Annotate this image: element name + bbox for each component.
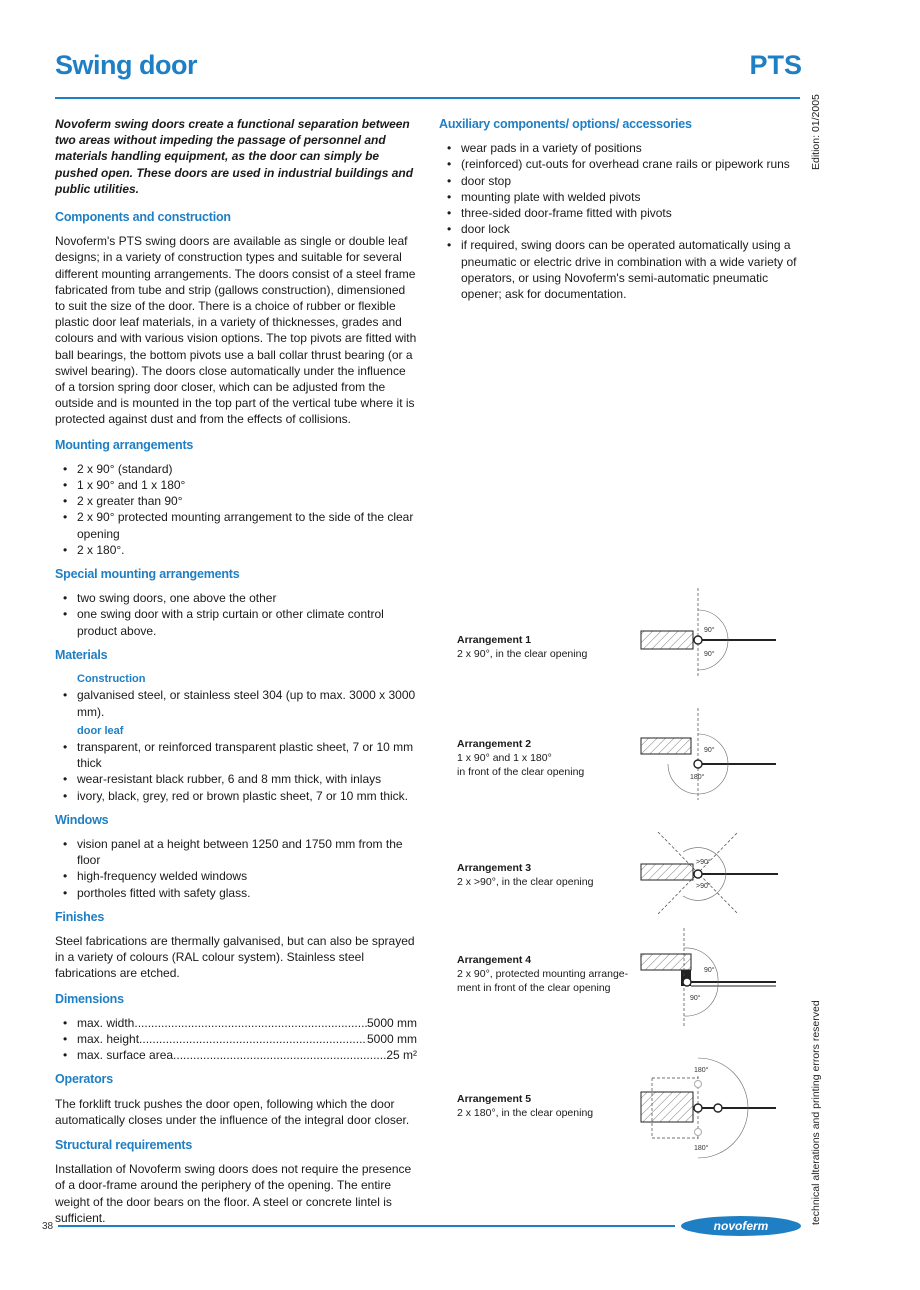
- arrangement-4-label: Arrangement 4 2 x 90°, protected mounting arrange- ment in front of the clear opening: [457, 954, 629, 994]
- list-item: • 1 x 90° and 1 x 180°: [55, 477, 417, 493]
- footer-rule: [58, 1225, 675, 1227]
- arrangement-3-label: Arrangement 3 2 x >90°, in the clear opening: [457, 862, 594, 888]
- list-item: • door stop: [439, 173, 801, 189]
- arrangement-3-diagram: [628, 832, 788, 914]
- angle-label: 90°: [704, 747, 715, 754]
- structural-heading: Structural requirements: [55, 1137, 193, 1152]
- auxiliary-heading: Auxiliary components/ options/ accessories: [439, 117, 692, 131]
- list-item: • wear pads in a variety of positions: [439, 140, 801, 156]
- list-item: • ivory, black, grey, red or brown plastic sheet, 7 or 10 mm thick.: [55, 788, 417, 804]
- special-list: [55, 590, 417, 639]
- list-item: • high-frequency welded windows: [55, 868, 417, 884]
- angle-label: 90°: [690, 995, 701, 1002]
- novoferm-logo: novoferm: [680, 1215, 802, 1237]
- list-item: • two swing doors, one above the other: [55, 590, 417, 606]
- angle-label: 180°: [694, 1145, 709, 1152]
- arrangement-5-label: Arrangement 5 2 x 180°, in the clear opening: [457, 1093, 594, 1119]
- list-item: • portholes fitted with safety glass.: [55, 885, 417, 901]
- list-item: • transparent, or reinforced transparent plastic sheet, 7 or 10 mm thick: [55, 739, 417, 771]
- angle-label: >90°: [696, 883, 711, 890]
- operators-text: The forklift truck pushes the door open, following which the door automatically closes under the influence of the integral door closer.: [55, 1096, 410, 1127]
- angle-label: >90°: [696, 859, 711, 866]
- dimension-row: • max. width ..... 5000 mm: [55, 1015, 417, 1031]
- left-column: [55, 116, 417, 1235]
- door-leaf-list: [55, 739, 417, 804]
- list-item: • 2 x greater than 90°: [55, 493, 417, 509]
- components-heading: Components and construction: [55, 210, 231, 225]
- list-item: • if required, swing doors can be operated automatically using a pneumatic or electric drive in combination with a wide variety of operators, or using Novoferm's semi-automatic pneumatic opener; ask for documentation.: [439, 237, 801, 302]
- dimensions-list: [55, 1015, 417, 1064]
- right-column: [439, 116, 801, 310]
- rights-note: technical alterations and printing errors reserved: [810, 1000, 822, 1225]
- mounting-heading: Mounting arrangements: [55, 437, 194, 452]
- door-leaf-subheading: door leaf: [77, 724, 124, 737]
- list-item: • 2 x 180°.: [55, 542, 417, 558]
- product-code: PTS: [749, 50, 802, 80]
- angle-label: 180°: [690, 774, 705, 781]
- dimension-row: • max. surface area ..... 25 m²: [55, 1047, 417, 1063]
- angle-label: 90°: [704, 627, 715, 634]
- edition-label: Edition: 01/2005: [810, 94, 822, 170]
- arrangement-4-diagram: [636, 928, 786, 1026]
- list-item: • galvanised steel, or stainless steel 304 (up to max. 3000 x 3000 mm).: [55, 687, 417, 719]
- angle-label: 90°: [704, 651, 715, 658]
- special-heading: Special mounting arrangements: [55, 567, 240, 582]
- windows-heading: Windows: [55, 812, 109, 827]
- list-item: • (reinforced) cut-outs for overhead crane rails or pipework runs: [439, 156, 801, 172]
- components-text: Novoferm's PTS swing doors are available as single or double leaf designs; in a variety of construction types and suitable for several different mounting arrangements. The doors consist of a steel frame fabricated from tube and strip (gallows construction), dimensioned to suit the size of the door. There is a choice of rubber or flexible plastic door leaf materials, in a variety of thicknesses, grades and colours and with various vision options. The top pivots are fitted with ball bearings, the bottom pivots use a ball collar thrust bearing (or a swivel bearing). The doors close automatically under the influence of a torsion spring door closer, which can be adjusted from the outside and is mounted in the top part of the vertical tube where it is protected against dust and from the effects of collisions.: [55, 234, 417, 427]
- list-item: • one swing door with a strip curtain or other climate control product above.: [55, 606, 417, 638]
- angle-label: 90°: [704, 967, 715, 974]
- list-item: • door lock: [439, 221, 801, 237]
- header-rule: [55, 97, 800, 99]
- list-item: • 2 x 90° protected mounting arrangement to the side of the clear opening: [55, 509, 417, 541]
- arrangement-1-label: Arrangement 1 2 x 90°, in the clear opening: [457, 634, 588, 660]
- intro-text: Novoferm swing doors create a functional separation between two areas without impeding the passage of personnel and materials handling equipment, as the door can simply be pushed open. These doors are used in industrial buildings and public utilities.: [55, 117, 414, 196]
- windows-list: [55, 836, 417, 901]
- construction-subheading: Construction: [77, 673, 146, 686]
- mounting-list: [55, 461, 417, 558]
- list-item: • 2 x 90° (standard): [55, 461, 417, 477]
- list-item: • wear-resistant black rubber, 6 and 8 mm thick, with inlays: [55, 771, 417, 787]
- arrangement-2-diagram: [636, 708, 786, 800]
- auxiliary-list: [439, 140, 801, 302]
- list-item: • mounting plate with welded pivots: [439, 189, 801, 205]
- list-item: • three-sided door-frame fitted with pivots: [439, 205, 801, 221]
- list-item: • vision panel at a height between 1250 and 1750 mm from the floor: [55, 836, 417, 868]
- page-number: 38: [42, 1221, 54, 1232]
- arrangement-2-label: Arrangement 2 1 x 90° and 1 x 180° in front of the clear opening: [457, 738, 585, 778]
- arrangement-1-diagram: [636, 588, 786, 678]
- structural-text: Installation of Novoferm swing doors does not require the presence of a door-frame around the periphery of the opening. The entire weight of the door bears on the floor. A steel or concrete lintel is sufficient.: [55, 1162, 412, 1225]
- angle-label: 180°: [694, 1067, 709, 1074]
- dimensions-heading: Dimensions: [55, 991, 124, 1006]
- arrangement-5-diagram: [636, 1052, 786, 1164]
- construction-list: [55, 687, 417, 719]
- materials-heading: Materials: [55, 647, 108, 662]
- operators-heading: Operators: [55, 1072, 113, 1087]
- dimension-row: • max. height ..... 5000 mm: [55, 1031, 417, 1047]
- page-title: Swing door: [55, 50, 197, 80]
- finishes-heading: Finishes: [55, 909, 105, 924]
- finishes-text: Steel fabrications are thermally galvanised, but can also be sprayed in a variety of colours (RAL colour system). Stainless steel fabrications are etched.: [55, 933, 415, 981]
